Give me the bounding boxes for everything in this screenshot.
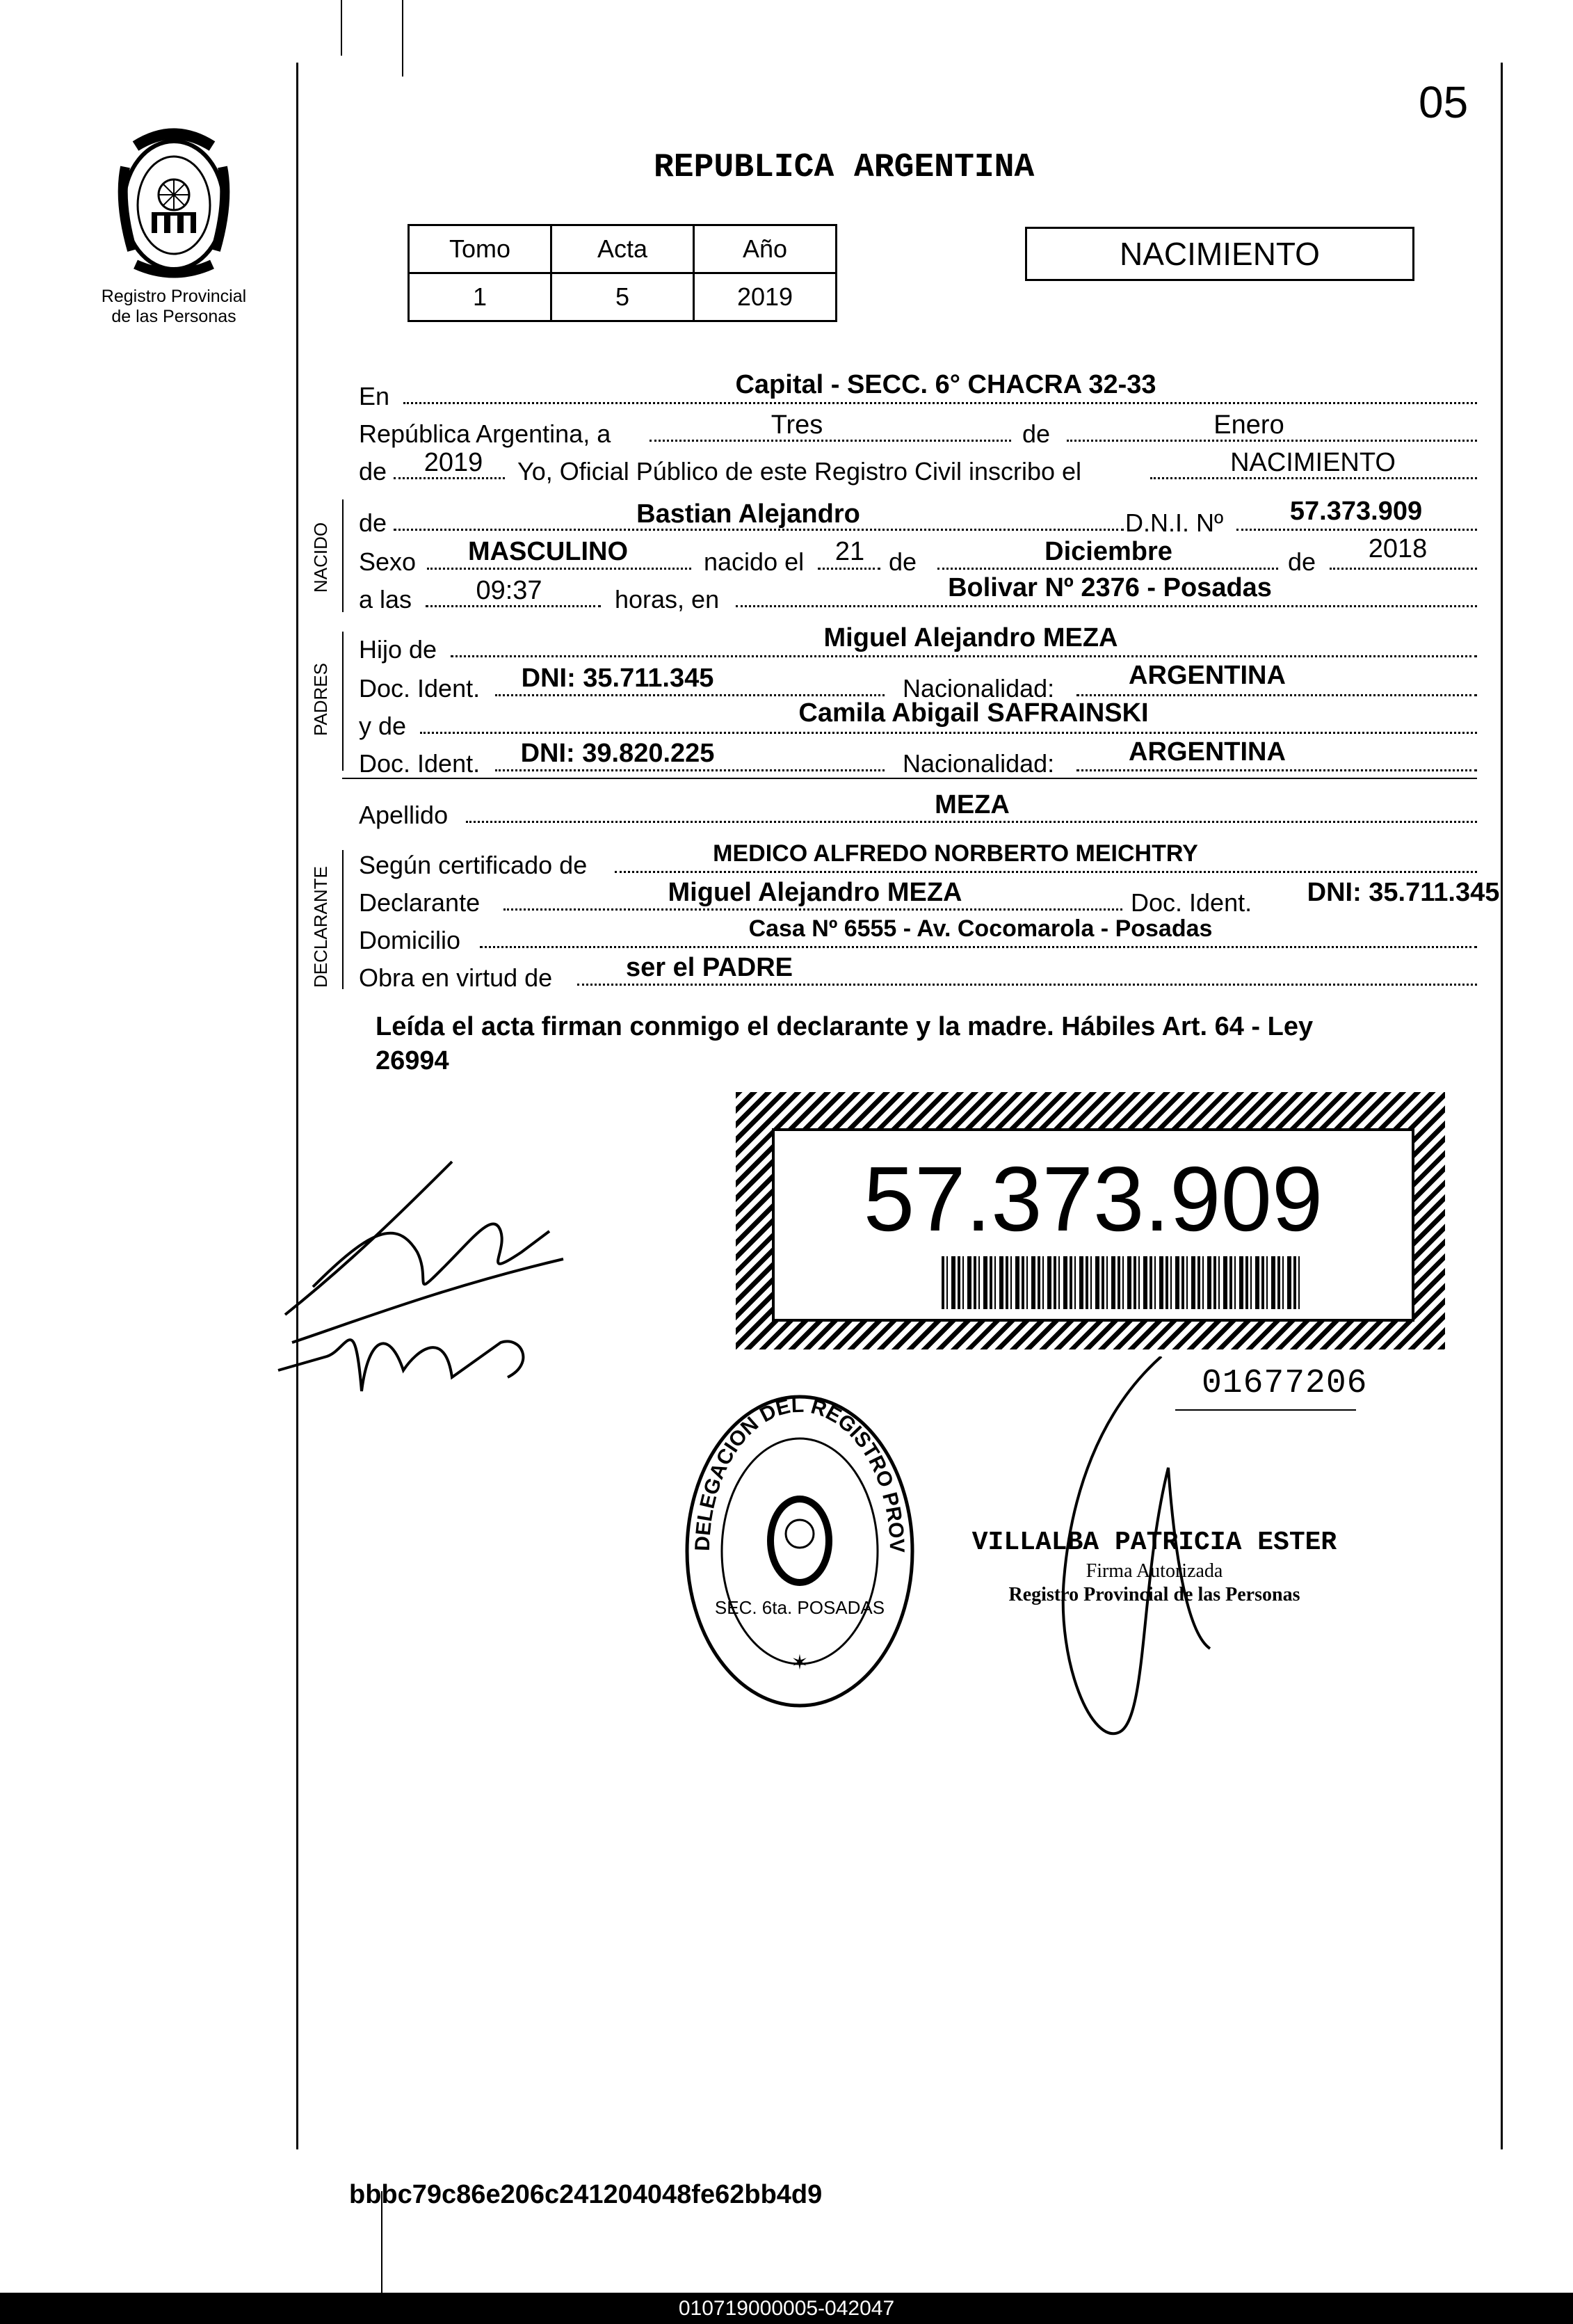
record-table: [408, 224, 837, 322]
value-padre: Miguel Alejandro MEZA: [823, 623, 1118, 652]
dni-barcode: [942, 1256, 1303, 1309]
registry-seal: [681, 1391, 918, 1711]
closing-text-line2: 26994: [376, 1046, 449, 1076]
value-lugar-nac: Bolivar Nº 2376 - Posadas: [948, 573, 1272, 602]
label-y-de: y de: [359, 712, 407, 740]
dots-dia: [650, 440, 1011, 442]
value-decl-doc: DNI: 35.711.345: [1307, 878, 1500, 907]
official-block: [960, 1528, 1349, 1606]
label-nac-de-anio: de: [1288, 547, 1316, 576]
value-apellido: MEZA: [935, 790, 1010, 819]
left-margin-line: [296, 63, 298, 2149]
label-doc-madre: Doc. Ident.: [359, 749, 481, 778]
official-name: VILLALBA PATRICIA ESTER: [971, 1528, 1337, 1557]
dots-sexo: [427, 568, 691, 570]
value-nac-madre: ARGENTINA: [1129, 737, 1286, 767]
label-decl-doc: Doc. Ident.: [1131, 888, 1252, 917]
dots-doc-padre: [495, 694, 885, 696]
dots-inscribo: [1150, 477, 1477, 479]
official-office: Registro Provincial de las Personas: [1008, 1584, 1300, 1605]
label-de-mes: de: [1022, 419, 1051, 448]
table-value-acta: 5: [551, 273, 694, 321]
section-rule-padres: [342, 632, 344, 771]
seal-inner-text: SEC. 6ta. POSADAS: [714, 1597, 885, 1618]
closing-text-line1: Leída el acta firman conmigo el declarante y la madre. Hábiles Art. 64 - Ley: [376, 1012, 1314, 1041]
value-segun: MEDICO ALFREDO NORBERTO MEICHTRY: [713, 840, 1198, 867]
serial-number: 01677206: [1202, 1365, 1368, 1402]
label-nac-de-mes: de: [889, 547, 917, 576]
value-nac-mes: Diciembre: [1044, 537, 1172, 566]
value-nac-anio: 2018: [1368, 534, 1428, 563]
side-label-nacido: NACIDO: [310, 522, 331, 593]
binding-tick-1: [341, 0, 342, 56]
label-hijo-de: Hijo de: [359, 635, 437, 664]
label-declarante: Declarante: [359, 888, 481, 917]
logo-caption-line2: de las Personas: [111, 306, 236, 326]
table-value-anio: 2019: [694, 273, 837, 321]
dots-nac-anio: [1330, 568, 1477, 570]
label-de-nombre: de: [359, 508, 387, 537]
label-horas-en: horas, en: [615, 585, 720, 614]
dots-declarante: [503, 908, 1122, 911]
label-obra: Obra en virtud de: [359, 963, 553, 992]
value-domicilio: Casa Nº 6555 - Av. Cocomarola - Posadas: [748, 915, 1213, 942]
value-nac-dia: 21: [834, 537, 865, 566]
dots-apellido: [466, 821, 1477, 823]
footer-bar: [0, 2293, 1573, 2324]
value-dni: 57.373.909: [1289, 497, 1423, 526]
value-dia: Tres: [771, 410, 823, 440]
seal-ring-text: DELEGACION DEL REGISTRO PROV: [691, 1393, 909, 1553]
label-en: En: [359, 382, 390, 410]
table-header-acta: Acta: [551, 225, 694, 273]
dots-madre: [420, 732, 1477, 734]
value-declarante: Miguel Alejandro MEZA: [668, 878, 962, 907]
record-type: NACIMIENTO: [1120, 236, 1320, 272]
svg-text:✶: ✶: [791, 1651, 809, 1674]
table-header-tomo: Tomo: [409, 225, 551, 273]
value-lugar-inscripcion: Capital - SECC. 6° CHACRA 32-33: [735, 370, 1156, 399]
label-nac-madre: Nacionalidad:: [903, 749, 1055, 778]
svg-text:DELEGACION DEL REGISTRO PROVIN: [681, 1391, 908, 1553]
dots-mes: [1067, 440, 1477, 442]
dni-badge: [736, 1092, 1445, 1349]
dots-segun: [615, 871, 1477, 873]
value-obra: ser el PADRE: [625, 953, 793, 982]
value-madre: Camila Abigail SAFRAINSKI: [798, 698, 1149, 728]
footer-code: 010719000005-042047: [678, 2296, 895, 2320]
binding-tick-2: [402, 0, 403, 77]
dots-doc-madre: [495, 769, 885, 771]
value-hora: 09:37: [476, 576, 542, 605]
table-value-tomo: 1: [409, 273, 551, 321]
dni-badge-inner: [772, 1128, 1414, 1322]
logo-caption-line1: Registro Provincial: [101, 287, 247, 306]
label-doc-padre: Doc. Ident.: [359, 674, 481, 703]
label-republica: República Argentina, a: [359, 419, 611, 448]
dots-nac-mes: [937, 568, 1278, 570]
table-header-anio: Año: [694, 225, 837, 273]
value-nombre: Bastian Alejandro: [636, 499, 860, 529]
value-anio: 2019: [424, 448, 483, 477]
value-sexo: MASCULINO: [467, 537, 629, 566]
side-label-padres: PADRES: [310, 663, 331, 736]
label-domicilio: Domicilio: [359, 926, 461, 954]
padres-divider: [342, 778, 1477, 779]
dots-lugar-nac: [736, 605, 1477, 607]
value-mes: Enero: [1213, 410, 1284, 440]
dots-obra: [577, 984, 1477, 986]
value-doc-madre: DNI: 39.820.225: [520, 739, 715, 768]
dots-domicilio: [480, 946, 1477, 948]
province-logo: [104, 125, 243, 278]
dots-en: [403, 402, 1477, 404]
value-inscribo: NACIMIENTO: [1230, 448, 1396, 477]
label-segun: Según certificado de: [359, 851, 588, 879]
official-role: Firma Autorizada: [1086, 1560, 1223, 1582]
dni-badge-number: 57.373.909: [863, 1148, 1323, 1250]
dots-nac-dia: [818, 568, 880, 570]
label-nacido-el: nacido el: [704, 547, 805, 576]
document-hash: bbbc79c86e206c241204048fe62bb4d9: [349, 2180, 823, 2209]
dots-anio: [394, 477, 505, 479]
document-title: REPUBLICA ARGENTINA: [654, 149, 1035, 186]
side-label-declarante: DECLARANTE: [310, 866, 331, 988]
signature-declarante: [271, 1148, 584, 1440]
logo-caption: [76, 287, 271, 327]
label-apellido: Apellido: [359, 801, 449, 829]
page-number: 05: [1419, 77, 1469, 127]
closing-text: [376, 1010, 1313, 1079]
value-nac-padre: ARGENTINA: [1129, 661, 1286, 690]
dots-padre: [451, 655, 1477, 657]
dots-nombre: [394, 529, 1124, 531]
label-sexo: Sexo: [359, 547, 417, 576]
right-margin-line: [1501, 63, 1503, 2149]
section-rule-declarante: [342, 850, 344, 989]
dots-dni: [1236, 529, 1477, 531]
section-rule-nacido: [342, 499, 344, 612]
value-doc-padre: DNI: 35.711.345: [521, 664, 714, 693]
label-dni: D.N.I. Nº: [1125, 508, 1224, 537]
label-nac-padre: Nacionalidad:: [903, 674, 1055, 703]
dots-hora: [426, 605, 601, 607]
label-de-anio: de: [359, 457, 387, 486]
record-type-box: [1025, 227, 1414, 281]
label-a-las: a las: [359, 585, 412, 614]
dots-nac-padre: [1076, 694, 1477, 696]
label-yo-oficial: Yo, Oficial Público de este Registro Civil inscribo el: [517, 457, 1082, 486]
dots-nac-madre: [1076, 769, 1477, 771]
